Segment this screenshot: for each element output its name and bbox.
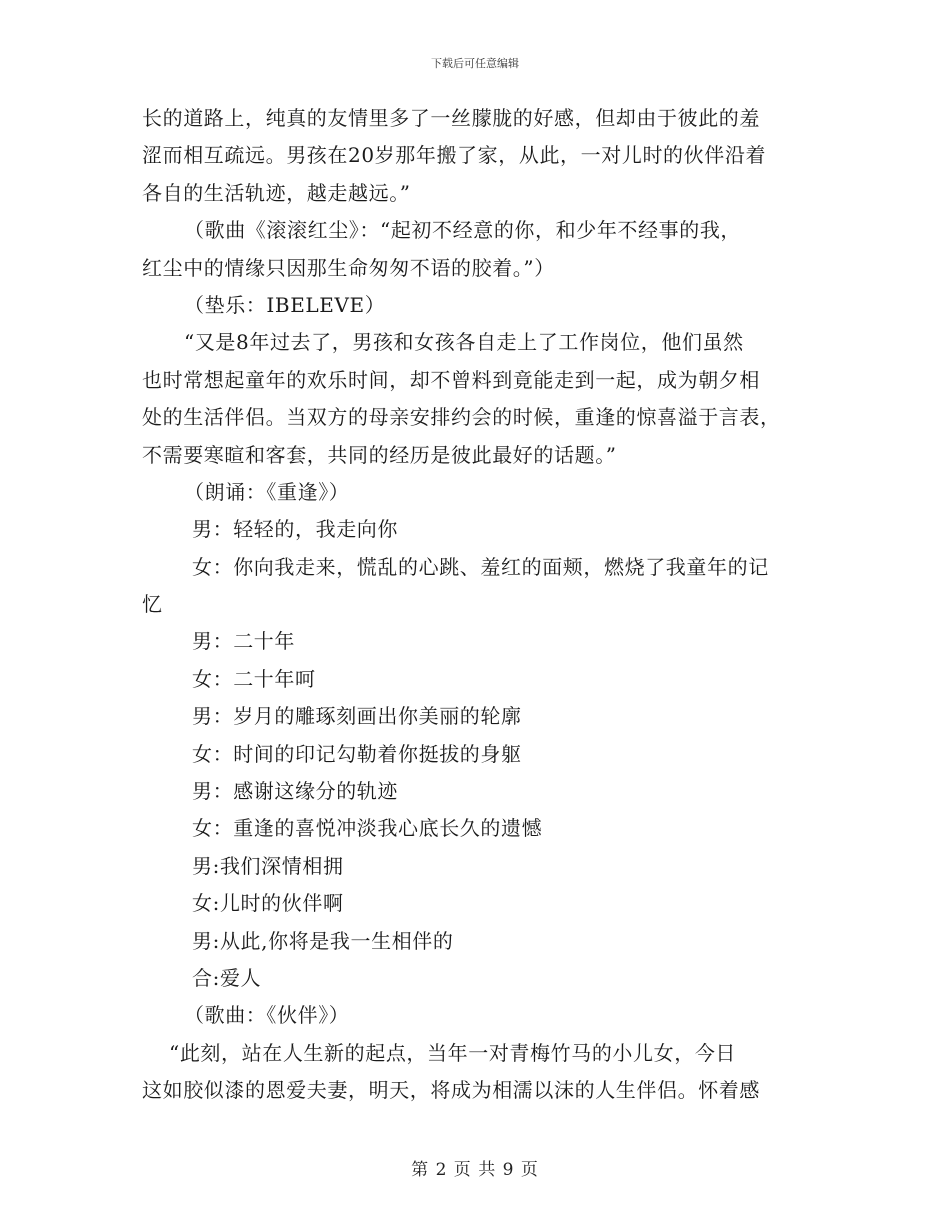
dialogue-line: 女:儿时的伙伴啊 bbox=[192, 891, 344, 916]
page-header-note: 下载后可任意编辑 bbox=[431, 57, 519, 70]
text-line: 处的生活伴侣。当双方的母亲安排约会的时候，重逢的惊喜溢于言表， bbox=[142, 405, 781, 430]
text-line: 涩而相互疏远。男孩在20岁那年搬了家，从此，一对儿时的伙伴沿着 bbox=[142, 143, 767, 168]
text-line: “又是8年过去了，男孩和女孩各自走上了工作岗位，他们虽然 bbox=[184, 330, 744, 355]
text-line: 长的道路上，纯真的友情里多了一丝朦胧的好感，但却由于彼此的羞 bbox=[142, 106, 760, 130]
dialogue-line: 男:我们深情相拥 bbox=[192, 853, 344, 878]
dialogue-line: 男:从此,你将是我一生相伴的 bbox=[192, 928, 454, 953]
dialogue-line: 女：二十年呵 bbox=[192, 666, 316, 691]
text-line: 红尘中的情缘只因那生命匆匆不语的胶着。”） bbox=[142, 255, 555, 280]
text-line: （歌曲《滚滚红尘》：“起初不经意的你，和少年不经事的我， bbox=[184, 218, 742, 243]
text-line: 也时常想起童年的欢乐时间，却不曾料到竟能走到一起，成为朝夕相 bbox=[142, 367, 760, 392]
document-body bbox=[142, 100, 808, 1110]
page-number: 第 2 页 共 9 页 bbox=[411, 1160, 539, 1180]
dialogue-line: 女：重逢的喜悦冲淡我心底长久的遗憾 bbox=[192, 816, 543, 841]
dialogue-line: 男：岁月的雕琢刻画出你美丽的轮廓 bbox=[192, 704, 522, 729]
text-line: 不需要寒暄和客套，共同的经历是彼此最好的话题。” bbox=[142, 442, 617, 467]
dialogue-line: 女：你向我走来，慌乱的心跳、羞红的面颊，燃烧了我童年的记 bbox=[192, 554, 769, 579]
dialogue-line: 男：轻轻的，我走向你 bbox=[192, 517, 398, 542]
text-line: 这如胶似漆的恩爱夫妻，明天，将成为相濡以沫的人生伴侣。怀着感 bbox=[142, 1078, 760, 1103]
dialogue-line: 忆 bbox=[142, 592, 163, 617]
dialogue-line: 男：二十年 bbox=[192, 629, 295, 654]
dialogue-line: 女：时间的印记勾勒着你挺拔的身躯 bbox=[192, 741, 522, 766]
dialogue-line: 男：感谢这缘分的轨迹 bbox=[192, 779, 398, 804]
dialogue-line: 合:爱人 bbox=[192, 965, 262, 990]
text-line: （朗诵：《重逢》） bbox=[184, 479, 350, 504]
text-line: （垫乐：IBELEVE） bbox=[184, 292, 386, 317]
text-line: 各自的生活轨迹，越走越远。” bbox=[142, 180, 411, 205]
text-line: “此刻，站在人生新的起点，当年一对青梅竹马的小儿女，今日 bbox=[169, 1040, 737, 1065]
text-line: （歌曲：《伙伴》） bbox=[184, 1003, 350, 1028]
